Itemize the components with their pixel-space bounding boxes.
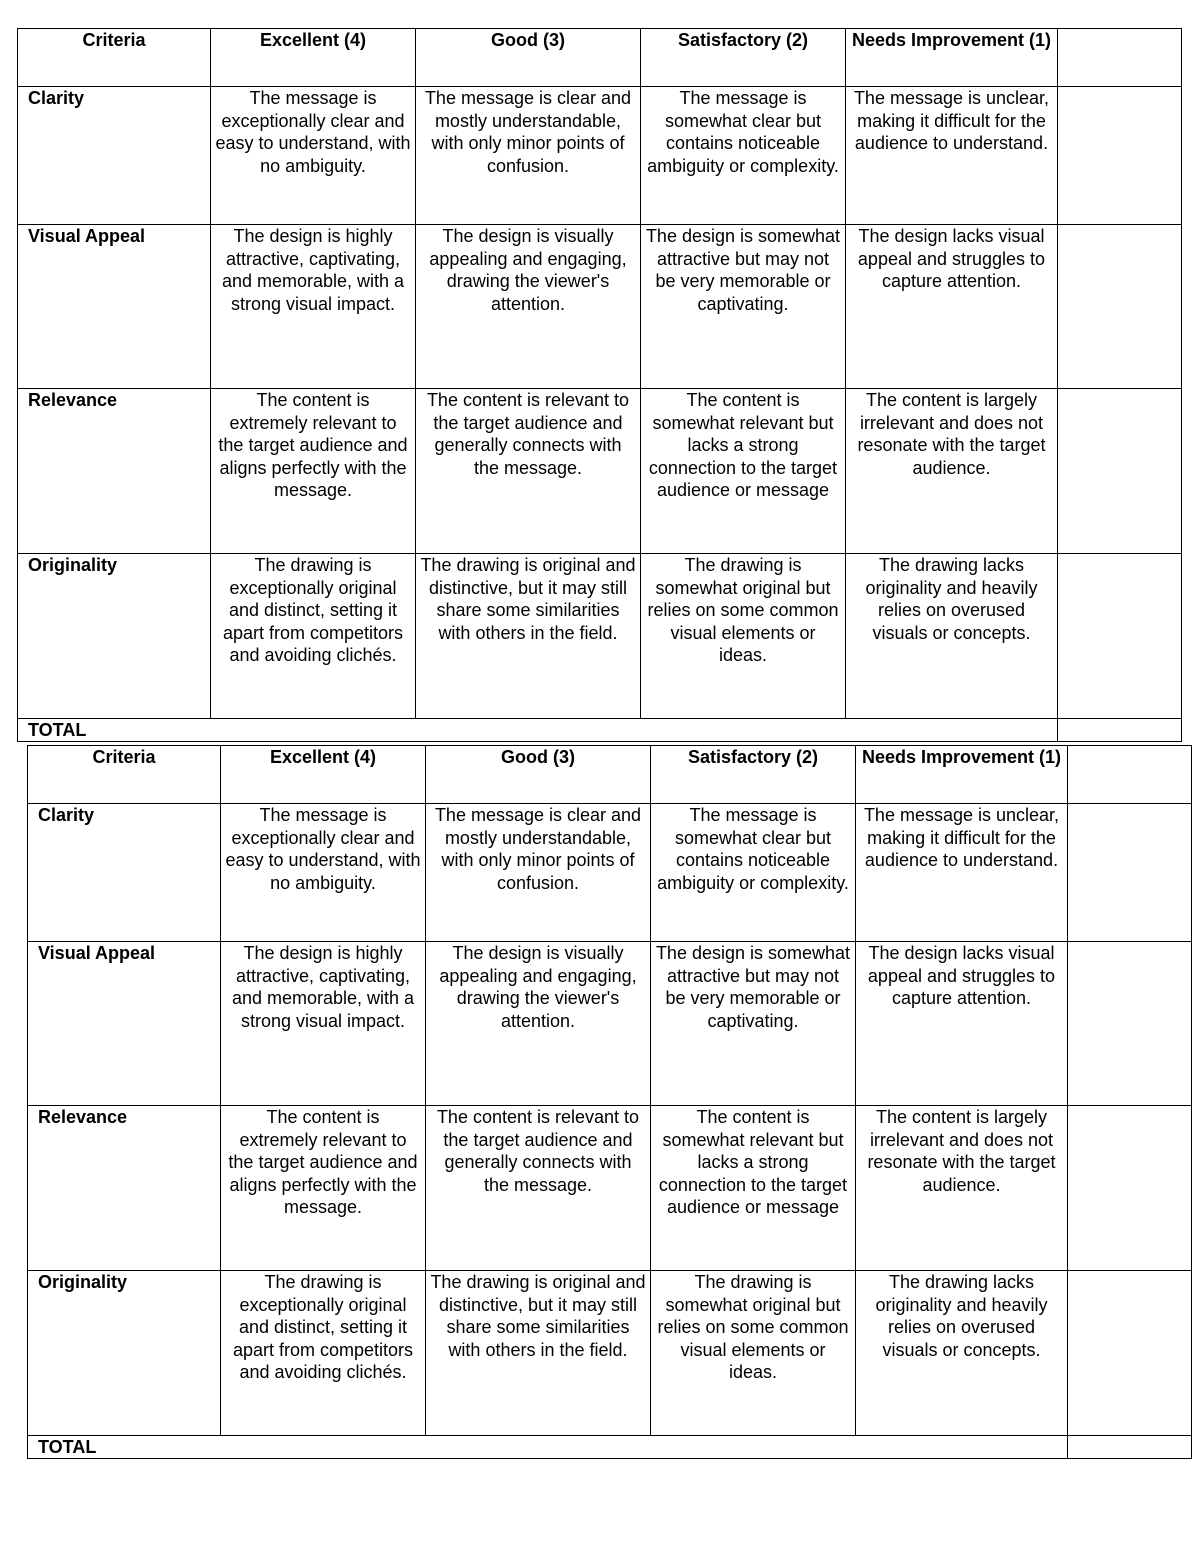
originality-satisfactory: The drawing is somewhat original but relies on some common visual elements or ideas. [641,554,846,719]
clarity-needs-improvement: The message is unclear, making it difficult for the audience to understand. [846,87,1058,225]
header-good: Good (3) [416,29,641,87]
criterion-relevance: Relevance [28,1106,221,1271]
visual-appeal-score-cell[interactable] [1058,225,1182,389]
row-originality [28,1271,1192,1436]
visual-appeal-good: The design is visually appealing and engaging, drawing the viewer's attention. [426,942,651,1106]
clarity-good: The message is clear and mostly understandable, with only minor points of confusion. [426,804,651,942]
row-clarity [28,804,1192,942]
clarity-excellent: The message is exceptionally clear and easy to understand, with no ambiguity. [211,87,416,225]
row-clarity [18,87,1182,225]
relevance-good: The content is relevant to the target audience and generally connects with the message. [426,1106,651,1271]
visual-appeal-excellent: The design is highly attractive, captivating, and memorable, with a strong visual impact. [221,942,426,1106]
header-excellent: Excellent (4) [211,29,416,87]
visual-appeal-good: The design is visually appealing and engaging, drawing the viewer's attention. [416,225,641,389]
header-needs-improvement: Needs Improvement (1) [846,29,1058,87]
originality-score-cell[interactable] [1058,554,1182,719]
relevance-score-cell[interactable] [1058,389,1182,554]
clarity-excellent: The message is exceptionally clear and easy to understand, with no ambiguity. [221,804,426,942]
criterion-originality: Originality [28,1271,221,1436]
row-relevance [18,389,1182,554]
relevance-excellent: The content is extremely relevant to the target audience and aligns perfectly with the message. [211,389,416,554]
header-score [1058,29,1182,87]
originality-satisfactory: The drawing is somewhat original but relies on some common visual elements or ideas. [651,1271,856,1436]
total-score-cell[interactable] [1068,1436,1192,1459]
criterion-originality: Originality [18,554,211,719]
header-row [28,746,1192,804]
header-satisfactory: Satisfactory (2) [651,746,856,804]
total-row [18,719,1182,742]
clarity-satisfactory: The message is somewhat clear but contains noticeable ambiguity or complexity. [641,87,846,225]
header-row [18,29,1182,87]
visual-appeal-satisfactory: The design is somewhat attractive but may not be very memorable or captivating. [651,942,856,1106]
row-relevance [28,1106,1192,1271]
header-score [1068,746,1192,804]
relevance-needs-improvement: The content is largely irrelevant and does not resonate with the target audience. [846,389,1058,554]
originality-needs-improvement: The drawing lacks originality and heavily relies on overused visuals or concepts. [846,554,1058,719]
originality-good: The drawing is original and distinctive, but it may still share some similarities with others in the field. [426,1271,651,1436]
header-criteria: Criteria [28,746,221,804]
total-score-cell[interactable] [1058,719,1182,742]
header-satisfactory: Satisfactory (2) [641,29,846,87]
visual-appeal-satisfactory: The design is somewhat attractive but may not be very memorable or captivating. [641,225,846,389]
header-needs-improvement: Needs Improvement (1) [856,746,1068,804]
originality-excellent: The drawing is exceptionally original and distinct, setting it apart from competitors and avoiding clichés. [211,554,416,719]
originality-good: The drawing is original and distinctive, but it may still share some similarities with others in the field. [416,554,641,719]
header-good: Good (3) [426,746,651,804]
clarity-good: The message is clear and mostly understandable, with only minor points of confusion. [416,87,641,225]
clarity-score-cell[interactable] [1058,87,1182,225]
relevance-satisfactory: The content is somewhat relevant but lacks a strong connection to the target audience or message [651,1106,856,1271]
total-label: TOTAL [28,1436,1068,1459]
total-label: TOTAL [18,719,1058,742]
relevance-good: The content is relevant to the target audience and generally connects with the message. [416,389,641,554]
visual-appeal-needs-improvement: The design lacks visual appeal and struggles to capture attention. [856,942,1068,1106]
relevance-score-cell[interactable] [1068,1106,1192,1271]
originality-score-cell[interactable] [1068,1271,1192,1436]
row-originality [18,554,1182,719]
visual-appeal-needs-improvement: The design lacks visual appeal and struggles to capture attention. [846,225,1058,389]
criterion-relevance: Relevance [18,389,211,554]
visual-appeal-excellent: The design is highly attractive, captivating, and memorable, with a strong visual impact. [211,225,416,389]
visual-appeal-score-cell[interactable] [1068,942,1192,1106]
header-criteria: Criteria [18,29,211,87]
relevance-needs-improvement: The content is largely irrelevant and does not resonate with the target audience. [856,1106,1068,1271]
originality-excellent: The drawing is exceptionally original and distinct, setting it apart from competitors and avoiding clichés. [221,1271,426,1436]
relevance-excellent: The content is extremely relevant to the target audience and aligns perfectly with the message. [221,1106,426,1271]
row-visual-appeal [18,225,1182,389]
clarity-satisfactory: The message is somewhat clear but contains noticeable ambiguity or complexity. [651,804,856,942]
originality-needs-improvement: The drawing lacks originality and heavily relies on overused visuals or concepts. [856,1271,1068,1436]
criterion-visual-appeal: Visual Appeal [28,942,221,1106]
criterion-clarity: Clarity [28,804,221,942]
header-excellent: Excellent (4) [221,746,426,804]
row-visual-appeal [28,942,1192,1106]
criterion-clarity: Clarity [18,87,211,225]
rubric-table-1 [17,28,1182,742]
total-row [28,1436,1192,1459]
relevance-satisfactory: The content is somewhat relevant but lacks a strong connection to the target audience or message [641,389,846,554]
clarity-score-cell[interactable] [1068,804,1192,942]
clarity-needs-improvement: The message is unclear, making it difficult for the audience to understand. [856,804,1068,942]
criterion-visual-appeal: Visual Appeal [18,225,211,389]
rubric-table-2 [27,745,1192,1459]
